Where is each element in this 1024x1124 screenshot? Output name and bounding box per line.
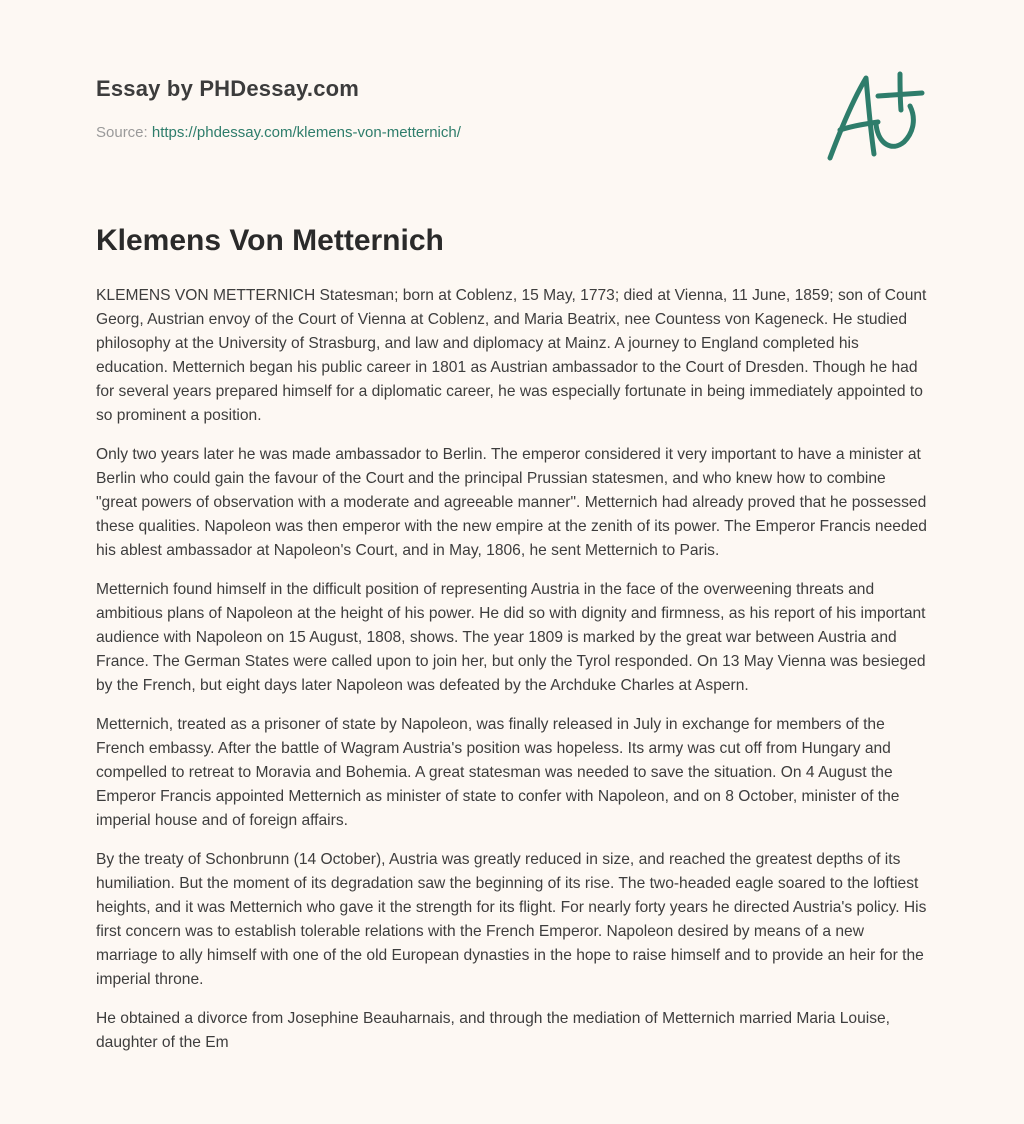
source-link[interactable]: https://phdessay.com/klemens-von-metternich/	[151, 124, 461, 141]
paragraph: Metternich, treated as a prisoner of state by Napoleon, was finally released in July in exchange for members of the French embassy. After the battle of Wagram Austria's position was hopeless. Its army was cut off from Hungary and compelled to retreat to Moravia and Bohemia. A great statesman was needed to save the situation. On 4 August the Emperor Francis appointed Metternich as minister of state to confer with Napoleon, and on 8 October, minister of the imperial house and of foreign affairs.	[96, 716, 900, 829]
paragraph: He obtained a divorce from Josephine Beauharnais, and through the mediation of Metternich married Maria Louise, daughter of the Em	[96, 1010, 891, 1051]
source-label: Source:	[96, 124, 148, 141]
essay-body	[96, 284, 928, 1070]
a-plus-grade-icon	[820, 66, 930, 166]
document-title: Klemens Von Metternich	[96, 224, 444, 257]
paragraph: By the treaty of Schonbrunn (14 October), Austria was greatly reduced in size, and reached the greatest depths of its humiliation. But the moment of its degradation saw the beginning of its rise. The two-headed eagle soared to the loftiest heights, and it was Metternich who gave it the strength for its flight. For nearly forty years he directed Austria's policy. His first concern was to establish tolerable relations with the French Emperor. Napoleon desired by means of a new marriage to ally himself with one of the old European dynasties in the hope to raise himself and to provide an heir for the imperial throne.	[96, 851, 927, 988]
paragraph: KLEMENS VON METTERNICH Statesman; born at Coblenz, 15 May, 1773; died at Vienna, 11 June, 1859; son of Count Georg, Austrian envoy of the Court of Vienna at Coblenz, and Maria Beatrix, nee Countess von Kageneck. He studied philosophy at the University of Strasburg, and law and diplomacy at Mainz. A journey to England completed his education. Metternich began his public career in 1801 as Austrian ambassador to the Court of Dresden. Though he had for several years prepared himself for a diplomatic career, he was especially fortunate in being immediately appointed to so prominent a position.	[96, 287, 927, 424]
paragraph: Only two years later he was made ambassador to Berlin. The emperor considered it very important to have a minister at Berlin who could gain the favour of the Court and the principal Prussian statesmen, and who knew how to combine "great powers of observation with a moderate and agreeable manner". Metternich had already proved that he possessed these qualities. Napoleon was then emperor with the new empire at the zenith of its power. The Emperor Francis needed his ablest ambassador at Napoleon's Court, and in May, 1806, he sent Metternich to Paris.	[96, 446, 927, 559]
paragraph: Metternich found himself in the difficult position of representing Austria in the face of the overweening threats and ambitious plans of Napoleon at the height of his power. He did so with dignity and firmness, as his report of his important audience with Napoleon on 15 August, 1808, shows. The year 1809 is marked by the great war between Austria and France. The German States were called upon to join her, but only the Tyrol responded. On 13 May Vienna was besieged by the French, but eight days later Napoleon was defeated by the Archduke Charles at Aspern.	[96, 581, 926, 694]
site-brand-title: Essay by PHDessay.com	[96, 76, 360, 101]
source-line	[96, 124, 461, 141]
